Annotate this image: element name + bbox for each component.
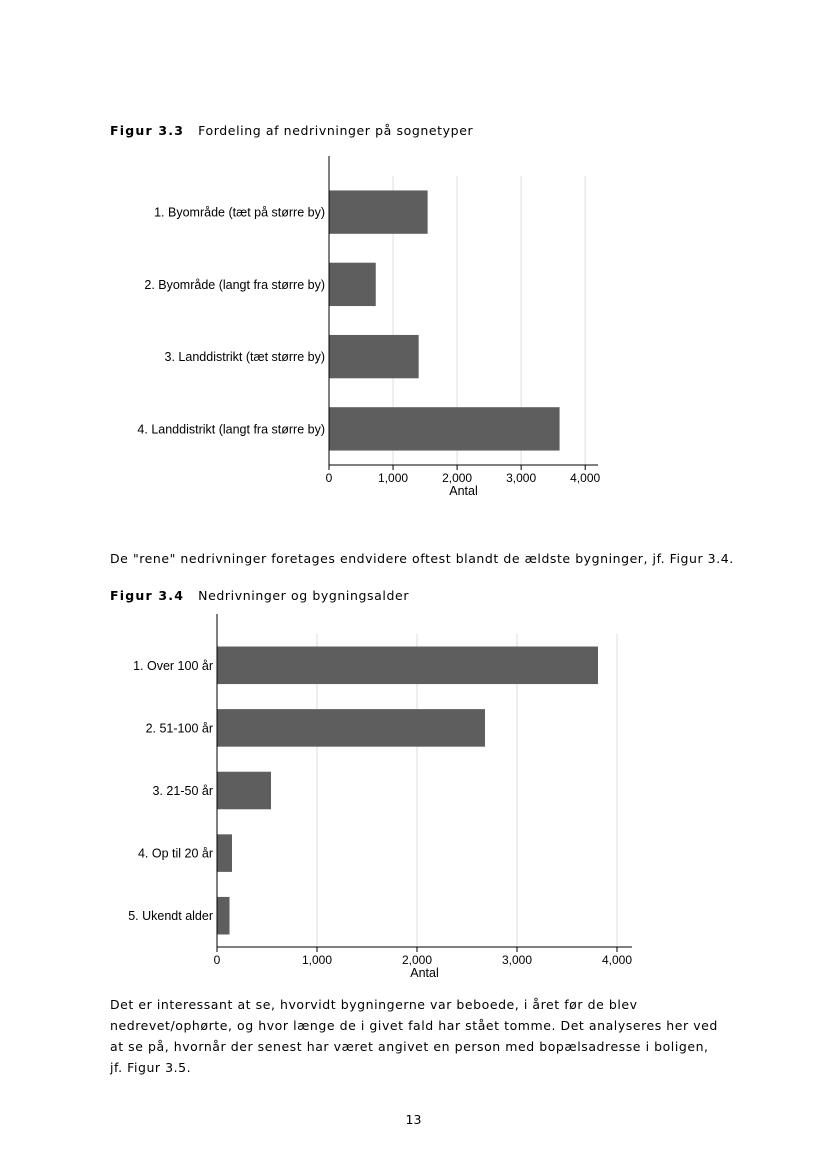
body-paragraph: Det er interessant at se, hvorvidt bygningerne var beboede, i året før de blev nedrevet/ophørte, og hvor længe de i givet fald har stået tomme. Det analyseres her ved at se på, hvornår der senest har været angivet en person med bopælsadresse i boligen, jf. Figur 3.5. <box>110 997 718 1075</box>
bar <box>329 407 560 450</box>
category-label: 1. Over 100 år <box>133 658 213 673</box>
figure-caption <box>110 123 473 138</box>
x-axis-title: Antal <box>410 966 439 980</box>
category-label: 3. 21-50 år <box>152 784 213 798</box>
sogn-chart <box>0 140 827 510</box>
x-tick-label: 1,000 <box>301 953 333 967</box>
x-tick-label: 2,000 <box>401 953 433 967</box>
x-tick-label: 3,000 <box>506 471 537 485</box>
figure-title: Nedrivninger og bygningsalder <box>198 588 410 603</box>
bar <box>217 772 271 810</box>
figure-caption <box>110 588 409 603</box>
category-label: 3. Landdistrikt (tæt større by) <box>164 350 325 365</box>
bar <box>217 709 485 747</box>
category-label: 4. Op til 20 år <box>137 846 213 861</box>
figure-number: Figur 3.4 <box>110 588 185 603</box>
figure-number: Figur 3.3 <box>110 123 185 138</box>
bar <box>217 647 598 685</box>
x-tick-label: 3,000 <box>501 953 533 967</box>
bar <box>217 897 230 935</box>
x-axis-title: Antal <box>449 484 478 498</box>
category-label: 2. 51-100 år <box>145 721 213 736</box>
bar <box>329 190 428 233</box>
body-paragraph: De "rene" nedrivninger foretages endvidere oftest blandt de ældste bygninger, jf. Figur 3.4. <box>110 551 734 566</box>
category-label: 4. Landdistrikt (langt fra større by) <box>137 422 325 437</box>
page-number: 13 <box>405 1112 422 1127</box>
category-label: 1. Byområde (tæt på større by) <box>154 205 325 220</box>
category-label: 5. Ukendt alder <box>128 909 213 924</box>
category-label: 2. Byområde (langt fra større by) <box>144 277 325 292</box>
age-chart <box>0 605 827 990</box>
bar <box>329 263 376 306</box>
bar <box>217 834 232 872</box>
bar <box>329 335 419 378</box>
x-tick-label: 4,000 <box>601 953 633 967</box>
x-tick-label: 0 <box>213 953 221 967</box>
x-tick-label: 0 <box>325 471 333 485</box>
x-tick-label: 1,000 <box>378 471 409 485</box>
x-tick-label: 4,000 <box>570 471 601 485</box>
figure-title: Fordeling af nedrivninger på sognetyper <box>198 123 474 138</box>
x-tick-label: 2,000 <box>442 471 473 485</box>
